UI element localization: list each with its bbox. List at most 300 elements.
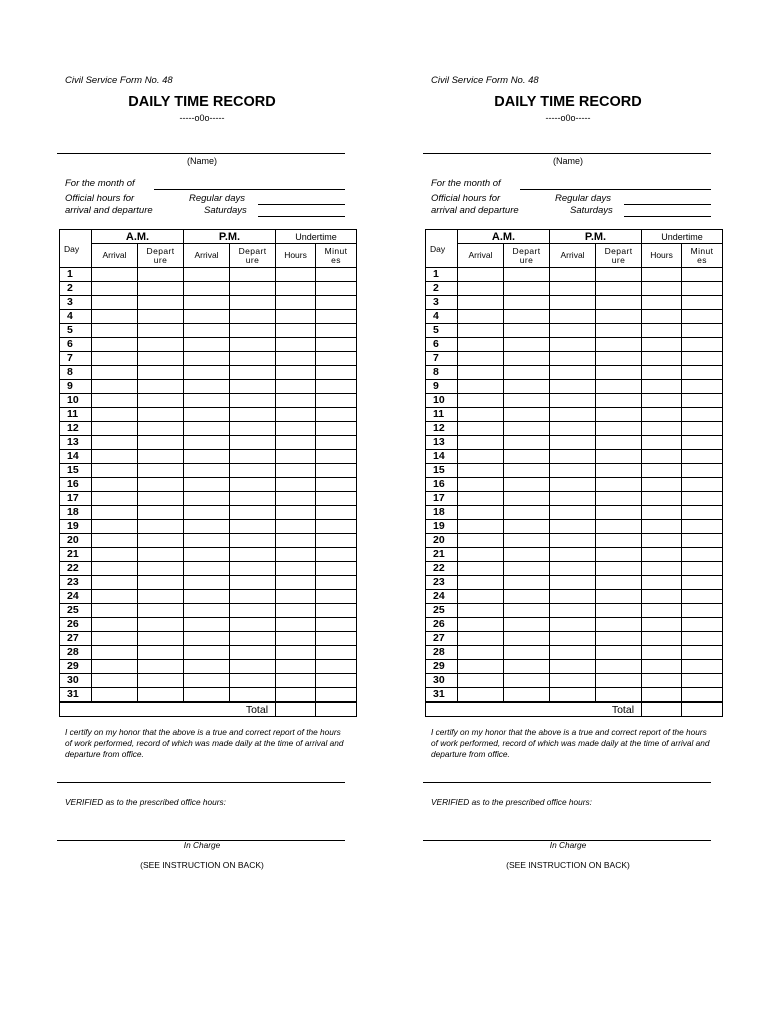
undertime-minutes-cell[interactable]: [316, 674, 357, 688]
am-arrival-cell[interactable]: [92, 506, 138, 520]
am-arrival-cell[interactable]: [458, 422, 504, 436]
pm-departure-cell[interactable]: [596, 366, 642, 380]
pm-arrival-cell[interactable]: [550, 352, 596, 366]
am-departure-cell[interactable]: [138, 478, 184, 492]
am-departure-cell[interactable]: [138, 394, 184, 408]
pm-departure-cell[interactable]: [230, 520, 276, 534]
am-departure-cell[interactable]: [138, 436, 184, 450]
am-arrival-cell[interactable]: [92, 646, 138, 660]
undertime-hours-cell[interactable]: [276, 646, 316, 660]
pm-departure-cell[interactable]: [230, 506, 276, 520]
am-arrival-cell[interactable]: [458, 506, 504, 520]
am-departure-cell[interactable]: [138, 324, 184, 338]
undertime-minutes-cell[interactable]: [682, 646, 723, 660]
pm-departure-cell[interactable]: [596, 310, 642, 324]
undertime-minutes-cell[interactable]: [316, 324, 357, 338]
am-departure-cell[interactable]: [138, 296, 184, 310]
saturdays-line[interactable]: [624, 216, 711, 217]
regular-days-line[interactable]: [624, 204, 711, 205]
undertime-hours-cell[interactable]: [276, 492, 316, 506]
am-departure-cell[interactable]: [504, 338, 550, 352]
undertime-minutes-cell[interactable]: [316, 450, 357, 464]
am-arrival-cell[interactable]: [92, 492, 138, 506]
pm-departure-cell[interactable]: [230, 464, 276, 478]
undertime-hours-cell[interactable]: [276, 338, 316, 352]
am-departure-cell[interactable]: [138, 268, 184, 282]
pm-departure-cell[interactable]: [230, 492, 276, 506]
month-line[interactable]: [154, 189, 345, 190]
am-departure-cell[interactable]: [138, 688, 184, 703]
am-departure-cell[interactable]: [504, 506, 550, 520]
pm-departure-cell[interactable]: [596, 324, 642, 338]
am-arrival-cell[interactable]: [92, 366, 138, 380]
pm-arrival-cell[interactable]: [184, 296, 230, 310]
am-arrival-cell[interactable]: [92, 408, 138, 422]
undertime-hours-cell[interactable]: [642, 464, 682, 478]
pm-arrival-cell[interactable]: [184, 688, 230, 703]
undertime-hours-cell[interactable]: [276, 548, 316, 562]
pm-departure-cell[interactable]: [596, 674, 642, 688]
pm-arrival-cell[interactable]: [550, 520, 596, 534]
pm-departure-cell[interactable]: [230, 268, 276, 282]
undertime-minutes-cell[interactable]: [316, 548, 357, 562]
month-line[interactable]: [520, 189, 711, 190]
am-departure-cell[interactable]: [504, 394, 550, 408]
undertime-minutes-cell[interactable]: [682, 324, 723, 338]
undertime-hours-cell[interactable]: [642, 450, 682, 464]
am-arrival-cell[interactable]: [458, 450, 504, 464]
am-departure-cell[interactable]: [138, 534, 184, 548]
pm-arrival-cell[interactable]: [184, 534, 230, 548]
am-arrival-cell[interactable]: [92, 338, 138, 352]
pm-departure-cell[interactable]: [596, 548, 642, 562]
undertime-minutes-cell[interactable]: [682, 506, 723, 520]
am-arrival-cell[interactable]: [92, 576, 138, 590]
am-arrival-cell[interactable]: [458, 604, 504, 618]
am-departure-cell[interactable]: [504, 464, 550, 478]
am-arrival-cell[interactable]: [92, 534, 138, 548]
pm-arrival-cell[interactable]: [184, 604, 230, 618]
am-departure-cell[interactable]: [504, 408, 550, 422]
undertime-minutes-cell[interactable]: [682, 492, 723, 506]
am-departure-cell[interactable]: [138, 408, 184, 422]
pm-arrival-cell[interactable]: [550, 282, 596, 296]
pm-departure-cell[interactable]: [230, 590, 276, 604]
undertime-minutes-cell[interactable]: [316, 506, 357, 520]
am-departure-cell[interactable]: [504, 366, 550, 380]
undertime-minutes-cell[interactable]: [682, 352, 723, 366]
undertime-minutes-cell[interactable]: [316, 604, 357, 618]
am-departure-cell[interactable]: [504, 436, 550, 450]
am-arrival-cell[interactable]: [458, 562, 504, 576]
pm-arrival-cell[interactable]: [184, 562, 230, 576]
pm-arrival-cell[interactable]: [550, 324, 596, 338]
am-departure-cell[interactable]: [138, 562, 184, 576]
undertime-minutes-cell[interactable]: [316, 394, 357, 408]
am-departure-cell[interactable]: [504, 590, 550, 604]
undertime-hours-cell[interactable]: [276, 604, 316, 618]
undertime-minutes-cell[interactable]: [682, 520, 723, 534]
undertime-minutes-cell[interactable]: [682, 674, 723, 688]
pm-departure-cell[interactable]: [230, 380, 276, 394]
pm-arrival-cell[interactable]: [550, 450, 596, 464]
undertime-hours-cell[interactable]: [642, 492, 682, 506]
am-departure-cell[interactable]: [138, 604, 184, 618]
pm-departure-cell[interactable]: [596, 436, 642, 450]
pm-departure-cell[interactable]: [596, 506, 642, 520]
am-arrival-cell[interactable]: [458, 310, 504, 324]
am-departure-cell[interactable]: [504, 380, 550, 394]
undertime-hours-cell[interactable]: [276, 660, 316, 674]
pm-departure-cell[interactable]: [230, 296, 276, 310]
am-arrival-cell[interactable]: [458, 492, 504, 506]
undertime-hours-cell[interactable]: [642, 534, 682, 548]
pm-arrival-cell[interactable]: [550, 394, 596, 408]
undertime-minutes-cell[interactable]: [682, 688, 723, 703]
undertime-minutes-cell[interactable]: [316, 520, 357, 534]
am-departure-cell[interactable]: [138, 352, 184, 366]
pm-departure-cell[interactable]: [596, 450, 642, 464]
undertime-hours-cell[interactable]: [642, 576, 682, 590]
pm-arrival-cell[interactable]: [550, 422, 596, 436]
am-arrival-cell[interactable]: [92, 604, 138, 618]
undertime-minutes-cell[interactable]: [682, 436, 723, 450]
am-departure-cell[interactable]: [504, 618, 550, 632]
pm-departure-cell[interactable]: [230, 632, 276, 646]
undertime-minutes-cell[interactable]: [316, 436, 357, 450]
pm-arrival-cell[interactable]: [184, 548, 230, 562]
pm-arrival-cell[interactable]: [184, 660, 230, 674]
pm-departure-cell[interactable]: [596, 478, 642, 492]
undertime-hours-cell[interactable]: [276, 590, 316, 604]
undertime-hours-cell[interactable]: [276, 394, 316, 408]
pm-arrival-cell[interactable]: [184, 436, 230, 450]
pm-departure-cell[interactable]: [596, 632, 642, 646]
pm-arrival-cell[interactable]: [184, 506, 230, 520]
am-departure-cell[interactable]: [138, 282, 184, 296]
am-departure-cell[interactable]: [504, 324, 550, 338]
undertime-hours-cell[interactable]: [642, 338, 682, 352]
pm-arrival-cell[interactable]: [550, 380, 596, 394]
undertime-hours-cell[interactable]: [276, 366, 316, 380]
am-arrival-cell[interactable]: [458, 408, 504, 422]
pm-departure-cell[interactable]: [596, 688, 642, 703]
am-departure-cell[interactable]: [504, 520, 550, 534]
undertime-minutes-cell[interactable]: [316, 534, 357, 548]
am-departure-cell[interactable]: [138, 422, 184, 436]
am-arrival-cell[interactable]: [92, 520, 138, 534]
undertime-hours-cell[interactable]: [276, 576, 316, 590]
am-arrival-cell[interactable]: [458, 324, 504, 338]
pm-arrival-cell[interactable]: [184, 380, 230, 394]
undertime-minutes-cell[interactable]: [682, 296, 723, 310]
undertime-minutes-cell[interactable]: [682, 590, 723, 604]
am-departure-cell[interactable]: [504, 604, 550, 618]
undertime-minutes-cell[interactable]: [316, 422, 357, 436]
undertime-hours-cell[interactable]: [276, 674, 316, 688]
am-arrival-cell[interactable]: [92, 324, 138, 338]
pm-arrival-cell[interactable]: [550, 660, 596, 674]
am-departure-cell[interactable]: [138, 492, 184, 506]
undertime-minutes-cell[interactable]: [682, 310, 723, 324]
undertime-minutes-cell[interactable]: [316, 366, 357, 380]
undertime-minutes-cell[interactable]: [316, 688, 357, 703]
am-departure-cell[interactable]: [138, 618, 184, 632]
am-departure-cell[interactable]: [138, 548, 184, 562]
am-arrival-cell[interactable]: [458, 590, 504, 604]
am-arrival-cell[interactable]: [92, 352, 138, 366]
am-departure-cell[interactable]: [504, 646, 550, 660]
undertime-hours-cell[interactable]: [276, 688, 316, 703]
undertime-minutes-cell[interactable]: [316, 380, 357, 394]
am-arrival-cell[interactable]: [92, 590, 138, 604]
pm-arrival-cell[interactable]: [184, 310, 230, 324]
pm-arrival-cell[interactable]: [550, 618, 596, 632]
am-arrival-cell[interactable]: [92, 422, 138, 436]
pm-departure-cell[interactable]: [230, 394, 276, 408]
am-arrival-cell[interactable]: [92, 464, 138, 478]
am-departure-cell[interactable]: [504, 422, 550, 436]
pm-arrival-cell[interactable]: [184, 520, 230, 534]
pm-departure-cell[interactable]: [230, 450, 276, 464]
pm-departure-cell[interactable]: [596, 660, 642, 674]
undertime-minutes-cell[interactable]: [682, 422, 723, 436]
undertime-hours-cell[interactable]: [276, 380, 316, 394]
pm-arrival-cell[interactable]: [184, 646, 230, 660]
am-arrival-cell[interactable]: [92, 618, 138, 632]
pm-departure-cell[interactable]: [596, 380, 642, 394]
am-arrival-cell[interactable]: [92, 674, 138, 688]
pm-departure-cell[interactable]: [230, 436, 276, 450]
undertime-hours-cell[interactable]: [276, 324, 316, 338]
am-departure-cell[interactable]: [504, 632, 550, 646]
undertime-minutes-cell[interactable]: [316, 632, 357, 646]
am-arrival-cell[interactable]: [458, 576, 504, 590]
am-departure-cell[interactable]: [138, 660, 184, 674]
undertime-hours-cell[interactable]: [642, 646, 682, 660]
undertime-hours-cell[interactable]: [642, 352, 682, 366]
am-arrival-cell[interactable]: [92, 310, 138, 324]
total-minutes-cell[interactable]: [682, 702, 723, 717]
pm-departure-cell[interactable]: [596, 604, 642, 618]
undertime-hours-cell[interactable]: [276, 534, 316, 548]
total-hours-cell[interactable]: [276, 702, 316, 717]
undertime-minutes-cell[interactable]: [682, 464, 723, 478]
pm-departure-cell[interactable]: [596, 422, 642, 436]
undertime-minutes-cell[interactable]: [682, 338, 723, 352]
undertime-hours-cell[interactable]: [642, 562, 682, 576]
am-departure-cell[interactable]: [138, 380, 184, 394]
am-arrival-cell[interactable]: [458, 660, 504, 674]
pm-departure-cell[interactable]: [230, 646, 276, 660]
employee-signature-line[interactable]: [57, 782, 345, 783]
am-arrival-cell[interactable]: [92, 380, 138, 394]
am-departure-cell[interactable]: [504, 548, 550, 562]
undertime-minutes-cell[interactable]: [682, 268, 723, 282]
pm-arrival-cell[interactable]: [184, 576, 230, 590]
undertime-hours-cell[interactable]: [642, 394, 682, 408]
pm-arrival-cell[interactable]: [550, 478, 596, 492]
pm-arrival-cell[interactable]: [184, 674, 230, 688]
total-hours-cell[interactable]: [642, 702, 682, 717]
undertime-hours-cell[interactable]: [642, 282, 682, 296]
undertime-minutes-cell[interactable]: [316, 310, 357, 324]
pm-departure-cell[interactable]: [230, 688, 276, 703]
am-departure-cell[interactable]: [138, 464, 184, 478]
undertime-hours-cell[interactable]: [642, 548, 682, 562]
undertime-minutes-cell[interactable]: [682, 632, 723, 646]
pm-departure-cell[interactable]: [230, 352, 276, 366]
am-arrival-cell[interactable]: [92, 268, 138, 282]
pm-departure-cell[interactable]: [596, 394, 642, 408]
am-departure-cell[interactable]: [138, 674, 184, 688]
pm-departure-cell[interactable]: [230, 422, 276, 436]
undertime-minutes-cell[interactable]: [682, 660, 723, 674]
am-departure-cell[interactable]: [138, 632, 184, 646]
am-departure-cell[interactable]: [504, 562, 550, 576]
pm-arrival-cell[interactable]: [184, 464, 230, 478]
am-departure-cell[interactable]: [138, 310, 184, 324]
pm-departure-cell[interactable]: [230, 282, 276, 296]
undertime-minutes-cell[interactable]: [316, 590, 357, 604]
am-arrival-cell[interactable]: [458, 366, 504, 380]
undertime-hours-cell[interactable]: [276, 450, 316, 464]
undertime-hours-cell[interactable]: [276, 296, 316, 310]
am-departure-cell[interactable]: [138, 450, 184, 464]
am-arrival-cell[interactable]: [92, 548, 138, 562]
undertime-minutes-cell[interactable]: [316, 464, 357, 478]
pm-arrival-cell[interactable]: [184, 450, 230, 464]
am-arrival-cell[interactable]: [458, 296, 504, 310]
am-departure-cell[interactable]: [138, 506, 184, 520]
pm-departure-cell[interactable]: [596, 534, 642, 548]
undertime-minutes-cell[interactable]: [316, 268, 357, 282]
undertime-hours-cell[interactable]: [642, 366, 682, 380]
pm-departure-cell[interactable]: [230, 604, 276, 618]
undertime-hours-cell[interactable]: [642, 520, 682, 534]
undertime-hours-cell[interactable]: [642, 310, 682, 324]
undertime-minutes-cell[interactable]: [682, 478, 723, 492]
undertime-hours-cell[interactable]: [642, 674, 682, 688]
undertime-minutes-cell[interactable]: [682, 366, 723, 380]
am-arrival-cell[interactable]: [92, 394, 138, 408]
am-arrival-cell[interactable]: [92, 632, 138, 646]
pm-arrival-cell[interactable]: [550, 268, 596, 282]
am-arrival-cell[interactable]: [458, 548, 504, 562]
am-departure-cell[interactable]: [504, 310, 550, 324]
undertime-minutes-cell[interactable]: [682, 450, 723, 464]
am-departure-cell[interactable]: [504, 576, 550, 590]
pm-arrival-cell[interactable]: [184, 422, 230, 436]
am-arrival-cell[interactable]: [458, 688, 504, 703]
am-departure-cell[interactable]: [504, 450, 550, 464]
undertime-minutes-cell[interactable]: [682, 282, 723, 296]
undertime-hours-cell[interactable]: [276, 268, 316, 282]
pm-departure-cell[interactable]: [230, 338, 276, 352]
am-arrival-cell[interactable]: [92, 688, 138, 703]
am-departure-cell[interactable]: [504, 352, 550, 366]
am-arrival-cell[interactable]: [458, 478, 504, 492]
am-departure-cell[interactable]: [504, 492, 550, 506]
am-departure-cell[interactable]: [504, 478, 550, 492]
undertime-hours-cell[interactable]: [642, 422, 682, 436]
am-arrival-cell[interactable]: [92, 562, 138, 576]
undertime-minutes-cell[interactable]: [682, 618, 723, 632]
undertime-hours-cell[interactable]: [642, 324, 682, 338]
pm-arrival-cell[interactable]: [184, 394, 230, 408]
pm-departure-cell[interactable]: [596, 268, 642, 282]
pm-arrival-cell[interactable]: [184, 408, 230, 422]
undertime-minutes-cell[interactable]: [682, 394, 723, 408]
undertime-hours-cell[interactable]: [642, 604, 682, 618]
am-departure-cell[interactable]: [504, 674, 550, 688]
undertime-hours-cell[interactable]: [642, 618, 682, 632]
undertime-hours-cell[interactable]: [276, 310, 316, 324]
undertime-hours-cell[interactable]: [276, 282, 316, 296]
pm-departure-cell[interactable]: [596, 408, 642, 422]
undertime-minutes-cell[interactable]: [316, 352, 357, 366]
undertime-minutes-cell[interactable]: [316, 408, 357, 422]
am-departure-cell[interactable]: [138, 576, 184, 590]
pm-arrival-cell[interactable]: [550, 506, 596, 520]
pm-arrival-cell[interactable]: [184, 268, 230, 282]
pm-departure-cell[interactable]: [230, 618, 276, 632]
am-arrival-cell[interactable]: [92, 660, 138, 674]
am-departure-cell[interactable]: [138, 338, 184, 352]
undertime-hours-cell[interactable]: [276, 632, 316, 646]
undertime-hours-cell[interactable]: [642, 632, 682, 646]
undertime-hours-cell[interactable]: [642, 660, 682, 674]
pm-arrival-cell[interactable]: [550, 590, 596, 604]
undertime-minutes-cell[interactable]: [316, 646, 357, 660]
pm-departure-cell[interactable]: [230, 310, 276, 324]
am-arrival-cell[interactable]: [458, 464, 504, 478]
pm-arrival-cell[interactable]: [550, 646, 596, 660]
am-arrival-cell[interactable]: [458, 394, 504, 408]
am-arrival-cell[interactable]: [458, 282, 504, 296]
undertime-hours-cell[interactable]: [276, 436, 316, 450]
pm-arrival-cell[interactable]: [550, 604, 596, 618]
undertime-hours-cell[interactable]: [642, 506, 682, 520]
pm-departure-cell[interactable]: [230, 324, 276, 338]
undertime-hours-cell[interactable]: [276, 408, 316, 422]
undertime-hours-cell[interactable]: [642, 408, 682, 422]
undertime-minutes-cell[interactable]: [316, 478, 357, 492]
undertime-minutes-cell[interactable]: [316, 576, 357, 590]
am-arrival-cell[interactable]: [458, 618, 504, 632]
undertime-hours-cell[interactable]: [276, 352, 316, 366]
undertime-hours-cell[interactable]: [642, 478, 682, 492]
pm-departure-cell[interactable]: [230, 408, 276, 422]
pm-arrival-cell[interactable]: [550, 338, 596, 352]
pm-departure-cell[interactable]: [596, 562, 642, 576]
am-departure-cell[interactable]: [138, 366, 184, 380]
pm-arrival-cell[interactable]: [184, 492, 230, 506]
am-arrival-cell[interactable]: [458, 352, 504, 366]
am-arrival-cell[interactable]: [92, 436, 138, 450]
total-minutes-cell[interactable]: [316, 702, 357, 717]
undertime-minutes-cell[interactable]: [682, 604, 723, 618]
pm-arrival-cell[interactable]: [550, 408, 596, 422]
undertime-hours-cell[interactable]: [642, 590, 682, 604]
pm-arrival-cell[interactable]: [184, 366, 230, 380]
undertime-minutes-cell[interactable]: [682, 534, 723, 548]
saturdays-line[interactable]: [258, 216, 345, 217]
pm-departure-cell[interactable]: [596, 576, 642, 590]
pm-arrival-cell[interactable]: [550, 310, 596, 324]
pm-departure-cell[interactable]: [596, 338, 642, 352]
pm-arrival-cell[interactable]: [184, 590, 230, 604]
